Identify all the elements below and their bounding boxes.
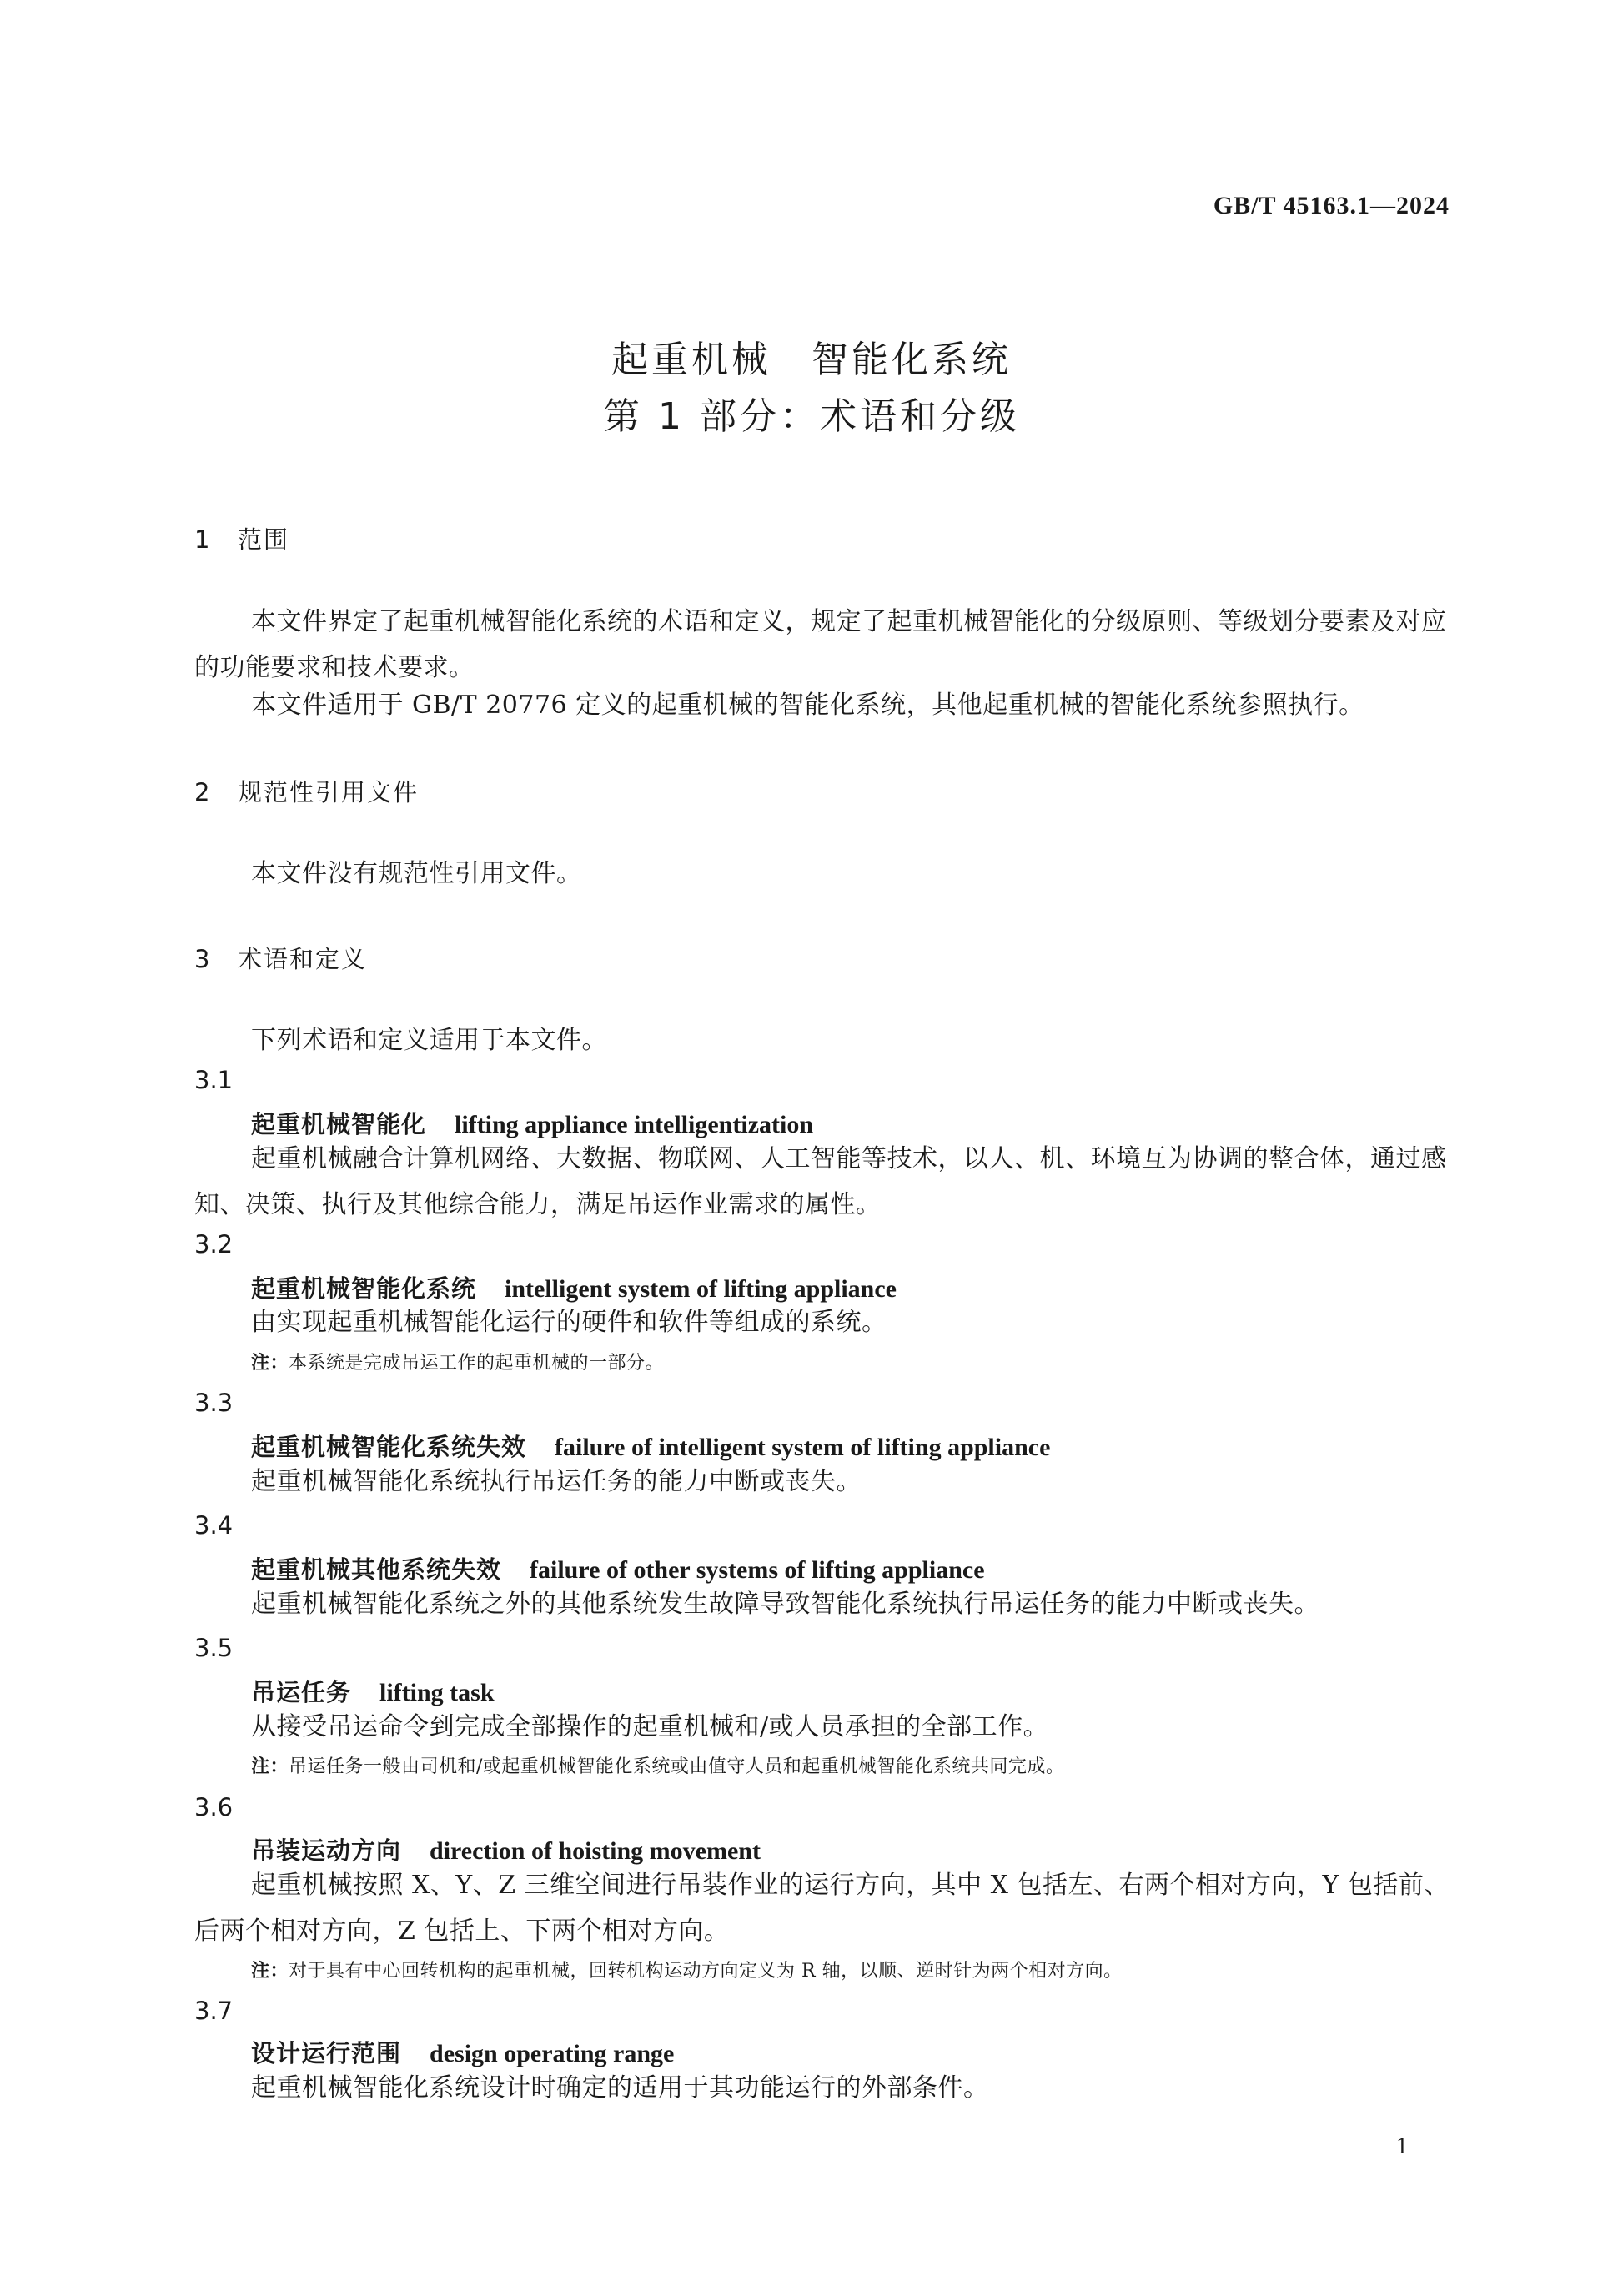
term-number: 3.6: [194, 1793, 234, 1821]
term-definition: 起重机械按照 X、Y、Z 三维空间进行吊装作业的运行方向，其中 X 包括左、右两个相对方向，Y 包括前、后两个相对方向，Z 包括上、下两个相对方向。: [194, 1871, 1450, 1946]
term-chinese: 吊运任务: [251, 1678, 352, 1706]
term-heading: [251, 1551, 985, 1585]
scope-paragraph-1: 本文件界定了起重机械智能化系统的术语和定义，规定了起重机械智能化的分级原则、等级划分要素及对应的功能要求和技术要求。: [194, 607, 1447, 682]
term-english: lifting appliance intelligentization: [455, 1111, 814, 1138]
term-definition: 起重机械融合计算机网络、大数据、物联网、人工智能等技术，以人、机、环境互为协调的整合体，通过感知、决策、执行及其他综合能力，满足吊运作业需求的属性。: [194, 1144, 1447, 1219]
note-label: 注：: [251, 1353, 289, 1374]
term-number: 3.7: [194, 1997, 234, 2025]
term-chinese: 起重机械智能化系统失效: [251, 1433, 527, 1461]
page-number: 1: [1396, 2133, 1408, 2159]
scope-paragraph-2: 本文件适用于 GB/T 20776 定义的起重机械的智能化系统，其他起重机械的智能化系统参照执行。: [251, 691, 1364, 720]
term-english: failure of other systems of lifting appliance: [530, 1556, 985, 1584]
term-english: failure of intelligent system of lifting appliance: [555, 1434, 1051, 1461]
note-text: 吊运任务一般由司机和/或起重机械智能化系统或由值守人员和起重机械智能化系统共同完成。: [289, 1756, 1065, 1777]
term-heading: [251, 2035, 674, 2069]
term-note: [251, 1957, 1123, 1982]
term-number: 3.3: [194, 1389, 234, 1417]
term-chinese: 设计运行范围: [251, 2039, 402, 2067]
section-title: 范围: [238, 525, 290, 554]
normative-references-paragraph: 本文件没有规范性引用文件。: [251, 859, 582, 888]
standard-code: GB/T 45163.1—2024: [1213, 192, 1450, 219]
section-number: 2: [194, 778, 212, 806]
section-heading-normative-references: [194, 774, 419, 808]
term-english: direction of hoisting movement: [430, 1837, 761, 1865]
term-note: [251, 1752, 1064, 1778]
term-english: design operating range: [430, 2040, 675, 2067]
term-definition: 起重机械智能化系统之外的其他系统发生故障导致智能化系统执行吊运任务的能力中断或丧失。: [251, 1590, 1319, 1619]
term-definition: 由实现起重机械智能化运行的硬件和软件等组成的系统。: [251, 1308, 887, 1337]
term-definition: 起重机械智能化系统执行吊运任务的能力中断或丧失。: [251, 1467, 862, 1496]
section-number: 3: [194, 945, 212, 973]
section-heading-scope: [194, 521, 289, 555]
term-heading: [251, 1674, 495, 1708]
note-label: 注：: [251, 1756, 289, 1777]
section-heading-terms-definitions: [194, 941, 367, 975]
section-number: 1: [194, 525, 212, 554]
term-definition: 起重机械智能化系统设计时确定的适用于其功能运行的外部条件。: [251, 2073, 989, 2103]
term-number: 3.4: [194, 1511, 234, 1540]
section-title: 术语和定义: [238, 945, 368, 973]
note-text: 对于具有中心回转机构的起重机械，回转机构运动方向定义为 R 轴，以顺、逆时针为两个相对方向。: [289, 1961, 1123, 1982]
term-definition: 从接受吊运命令到完成全部操作的起重机械和/或人员承担的全部工作。: [251, 1712, 1049, 1741]
note-label: 注：: [251, 1961, 289, 1982]
terms-intro-paragraph: 下列术语和定义适用于本文件。: [251, 1026, 607, 1055]
section-title: 规范性引用文件: [238, 778, 420, 806]
term-number: 3.1: [194, 1066, 234, 1094]
term-chinese: 起重机械其他系统失效: [251, 1555, 502, 1584]
document-title-line2: 第 1 部分：术语和分级: [603, 395, 1020, 438]
term-note: [251, 1349, 664, 1374]
term-english: intelligent system of lifting appliance: [505, 1275, 897, 1303]
term-chinese: 起重机械智能化: [251, 1110, 427, 1138]
term-chinese: 吊装运动方向: [251, 1836, 402, 1865]
term-number: 3.2: [194, 1230, 234, 1259]
document-title-line1: 起重机械 智能化系统: [611, 339, 1012, 381]
term-heading: [251, 1106, 813, 1140]
term-heading: [251, 1832, 761, 1866]
term-number: 3.5: [194, 1634, 234, 1662]
term-english: lifting task: [379, 1679, 495, 1706]
term-chinese: 起重机械智能化系统: [251, 1274, 477, 1303]
term-heading: [251, 1429, 1050, 1463]
note-text: 本系统是完成吊运工作的起重机械的一部分。: [289, 1353, 665, 1374]
